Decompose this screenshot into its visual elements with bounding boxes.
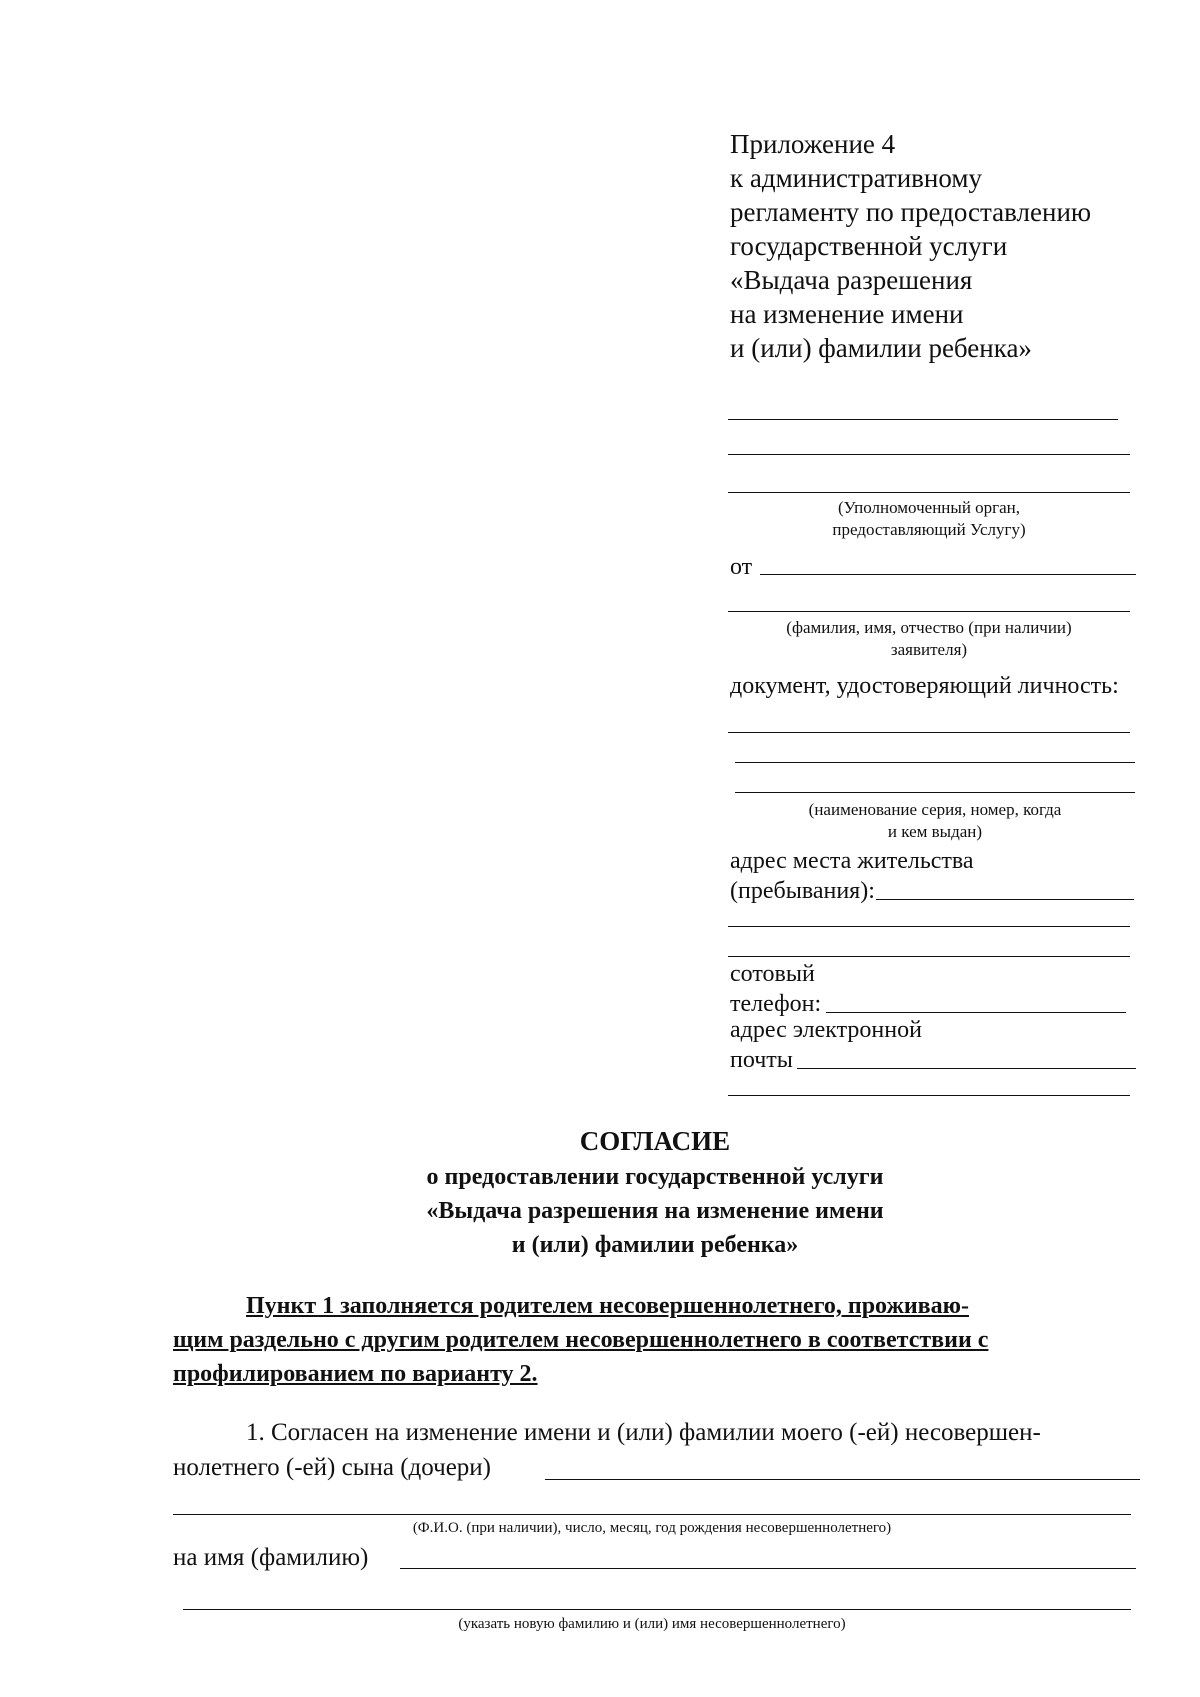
id-doc-line-3[interactable] xyxy=(735,792,1135,793)
from-field[interactable] xyxy=(760,574,1136,575)
consent-title: СОГЛАСИЕ xyxy=(579,1126,731,1156)
item1-line-2: нолетнего (-ей) сына (дочери) xyxy=(173,1454,491,1481)
from-label: от xyxy=(730,554,753,580)
appendix-line: «Выдача разрешения xyxy=(730,265,973,295)
address-field[interactable] xyxy=(876,899,1134,900)
phone-label: сотовый телефон: xyxy=(730,961,822,1017)
new-name-label: на имя (фамилию) xyxy=(173,1544,369,1571)
child-caption: (Ф.И.О. (при наличии), число, месяц, год рождения несовершеннолетнего) xyxy=(412,1520,892,1536)
appendix-line: регламенту по предоставлению xyxy=(730,197,1092,227)
email-field[interactable] xyxy=(797,1068,1136,1069)
child-name-field[interactable] xyxy=(545,1479,1140,1480)
appendix-header xyxy=(730,127,1091,365)
id-doc-line-1[interactable] xyxy=(728,732,1130,733)
email-label: адрес электронной почты xyxy=(730,1017,922,1073)
authority-line-1 xyxy=(728,419,1118,420)
item1-line-1: 1. Согласен на изменение имени и (или) фамилии моего (-ей) несовершен- xyxy=(246,1419,1041,1446)
appendix-line: государственной услуги xyxy=(730,231,1008,261)
applicant-line[interactable] xyxy=(728,611,1130,612)
instruction-line-1: Пункт 1 заполняется родителем несовершеннолетнего, проживаю- xyxy=(246,1293,969,1319)
id-doc-label: документ, удостоверяющий личность: xyxy=(730,673,1119,699)
address-line-2[interactable] xyxy=(728,926,1130,927)
address-line-3[interactable] xyxy=(728,956,1130,957)
email-line-2[interactable] xyxy=(728,1095,1130,1096)
applicant-caption: (фамилия, имя, отчество (при наличии) заявителя) xyxy=(786,618,1072,659)
appendix-line: Приложение 4 xyxy=(730,129,896,159)
new-name-caption: (указать новую фамилию и (или) имя несовершеннолетнего) xyxy=(458,1616,846,1632)
new-name-line-2[interactable] xyxy=(183,1609,1131,1610)
new-name-field[interactable] xyxy=(400,1568,1136,1569)
authority-caption: (Уполномоченный орган, предоставляющий Услугу) xyxy=(832,498,1026,539)
id-doc-line-2[interactable] xyxy=(735,762,1135,763)
authority-line-3 xyxy=(728,492,1130,493)
address-label: адрес места жительства (пребывания): xyxy=(730,848,974,904)
child-name-line-2[interactable] xyxy=(173,1514,1131,1515)
id-doc-caption: (наименование серия, номер, когда и кем выдан) xyxy=(808,800,1062,841)
instruction-line-2: щим раздельно с другим родителем несовершеннолетнего в соответствии с xyxy=(173,1327,989,1353)
appendix-line: на изменение имени xyxy=(730,299,964,329)
phone-field[interactable] xyxy=(826,1012,1126,1013)
consent-subtitle: о предоставлении государственной услуги «Выдача разрешения на изменение имени и (или) фамилии ребенка» xyxy=(426,1164,884,1258)
authority-line-2 xyxy=(728,454,1130,455)
instruction-line-3: профилированием по варианту 2. xyxy=(173,1361,538,1387)
appendix-line: и (или) фамилии ребенка» xyxy=(730,333,1032,363)
appendix-line: к административному xyxy=(730,163,982,193)
